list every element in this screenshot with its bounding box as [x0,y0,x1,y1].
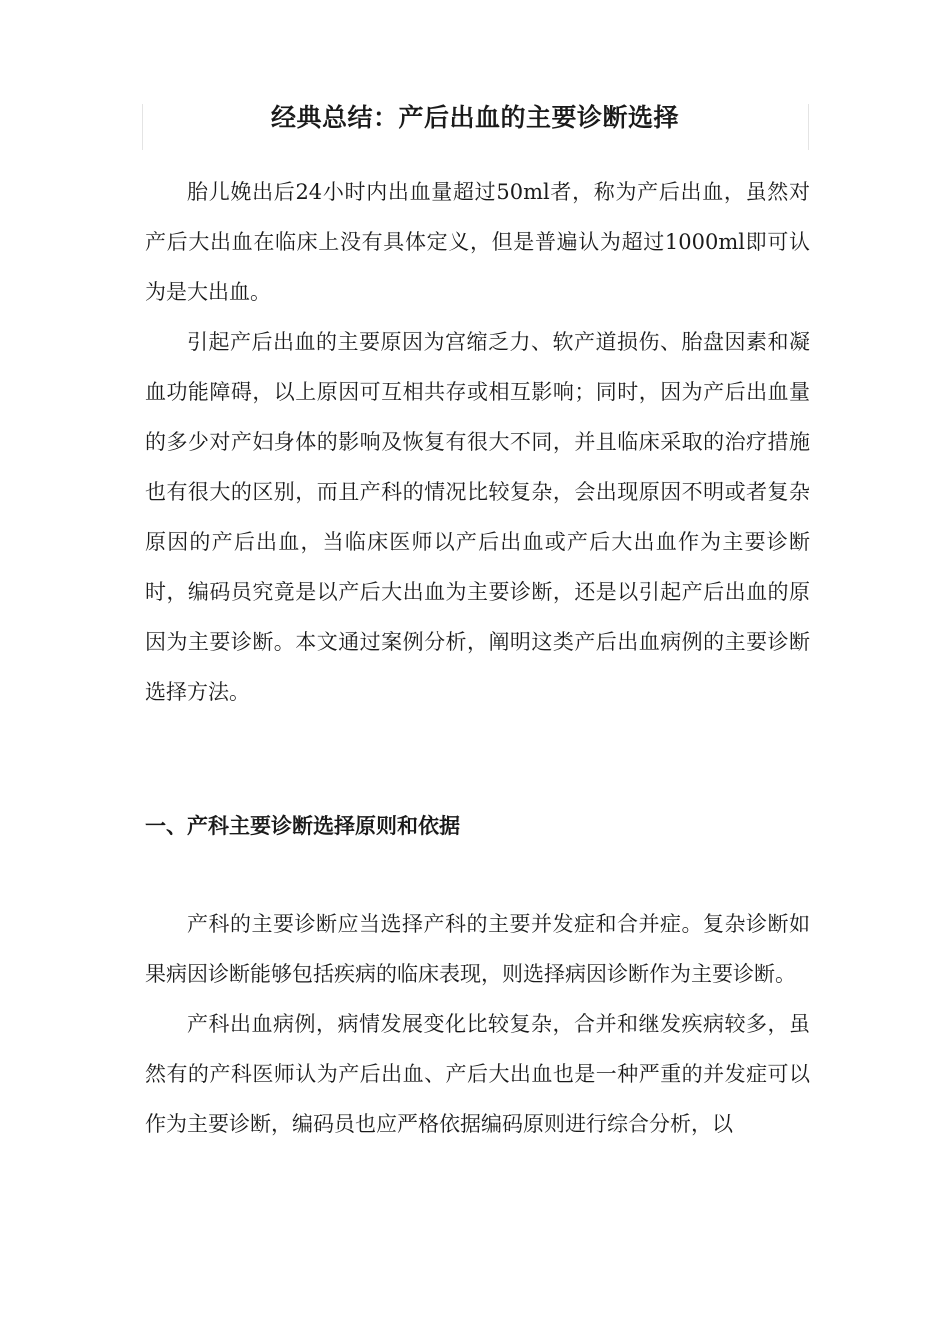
intro-paragraph-1: 胎儿娩出后24小时内出血量超过50ml者，称为产后出血，虽然对产后大出血在临床上没有具体定义，但是普遍认为超过1000ml即可认为是大出血。 [145,180,810,304]
heading-spacer [145,851,810,899]
section-paragraph-2: 产科出血病例，病情发展变化比较复杂，合并和继发疾病较多，虽然有的产科医师认为产后出血、产后大出血也是一种严重的并发症可以作为主要诊断，编码员也应严格依据编码原则进行综合分析，以 [145,1012,810,1136]
document-body [145,167,810,1149]
intro-paragraph-2: 引起产后出血的主要原因为宫缩乏力、软产道损伤、胎盘因素和凝血功能障碍，以上原因可互相共存或相互影响；同时，因为产后出血量的多少对产妇身体的影响及恢复有很大不同，并且临床采取的治疗措施也有很大的区别，而且产科的情况比较复杂，会出现原因不明或者复杂原因的产后出血，当临床医师以产后出血或产后大出血作为主要诊断时，编码员究竟是以产后大出血为主要诊断，还是以引起产后出血的原因为主要诊断。本文通过案例分析，阐明这类产后出血病例的主要诊断选择方法。 [145,330,810,704]
page-title: 经典总结：产后出血的主要诊断选择 [270,103,679,132]
section-spacer [145,717,810,801]
section-paragraph-1: 产科的主要诊断应当选择产科的主要并发症和合并症。复杂诊断如果病因诊断能够包括疾病的临床表现，则选择病因诊断作为主要诊断。 [145,912,810,986]
right-margin-marker [808,104,809,150]
section-heading: 一、产科主要诊断选择原则和依据 [145,814,460,838]
